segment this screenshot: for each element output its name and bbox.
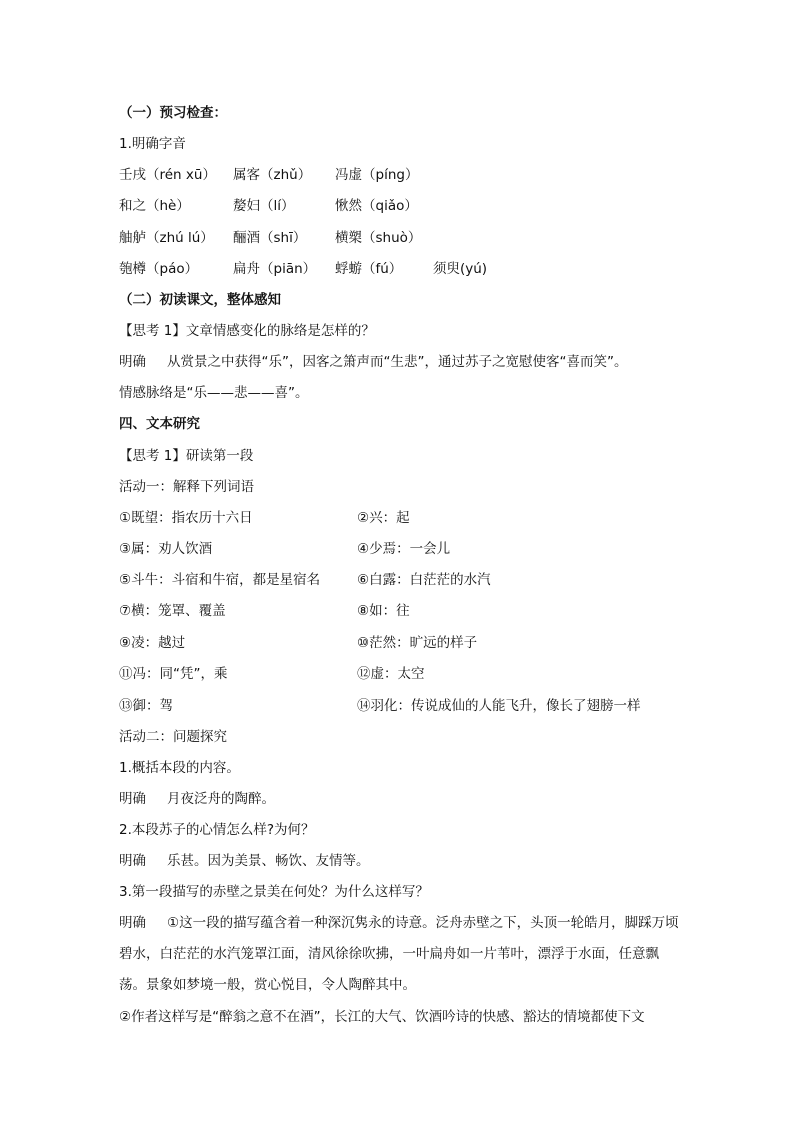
answer-text: 月夜泛舟的陶醉。 [167, 791, 275, 807]
think-answer [119, 352, 627, 372]
question: 1.概括本段的内容。 [119, 760, 240, 776]
word-definition: ⑧如：往 [357, 603, 410, 619]
word-definition: ⑤斗牛：斗宿和牛宿，都是星宿名 [119, 572, 321, 588]
word-definition: ⑥白露：白茫茫的水汽 [357, 572, 491, 588]
word-definition: ⑭羽化：传说成仙的人能飞升，像长了翅膀一样 [357, 698, 641, 714]
answer-label: 明确 [119, 853, 146, 869]
activity-title: 活动一：解释下列词语 [119, 479, 254, 495]
word-definition: ③属：劝人饮酒 [119, 541, 213, 557]
answer [119, 851, 370, 871]
think-question: 【思考 1】研读第一段 [119, 448, 254, 464]
pronunciation-row [119, 165, 433, 185]
pronunciation-entry: 扁舟（piān） [233, 261, 317, 277]
item-pronunciation-title: 1.明确字音 [119, 136, 186, 152]
word-definition: ⑪冯：同“凭”，乘 [119, 666, 228, 682]
question: 2.本段苏子的心情怎么样?为何？ [119, 822, 315, 838]
pronunciation-entry: 匏樽（páo） [119, 261, 199, 277]
pronunciation-entry: 愀然（qiǎo） [335, 198, 418, 214]
section-heading-first-reading: （二）初读课文，整体感知 [119, 292, 281, 308]
pronunciation-entry: 须臾(yú) [433, 261, 488, 277]
question: 3.第一段描写的赤壁之景美在何处？为什么这样写？ [119, 884, 429, 900]
pronunciation-entry: 蜉蝣（fú） [335, 261, 403, 277]
answer-text: 从赏景之中获得“乐”，因客之箫声而“生悲”，通过苏子之宽慰使客“喜而笑”。 [167, 354, 628, 370]
word-definition: ⑩茫然：旷远的样子 [357, 635, 478, 651]
answer-label: 明确 [119, 791, 146, 807]
word-definition: ①既望：指农历十六日 [119, 510, 253, 526]
pronunciation-entry: 壬戌（rén xū） [119, 167, 216, 183]
word-definition: ②兴：起 [357, 510, 410, 526]
pronunciation-entry: 属客（zhǔ） [233, 167, 312, 183]
answer-paragraph [119, 908, 679, 1001]
activity-title: 活动二：问题探究 [119, 729, 227, 745]
answer-label: 明确 [119, 354, 146, 370]
section-heading-text-study: 四、文本研究 [119, 416, 200, 432]
word-definition: ④少焉：一会儿 [357, 541, 451, 557]
pronunciation-entry: 和之（hè） [119, 198, 190, 214]
pronunciation-row [119, 228, 433, 248]
answer-label: 明确 [119, 915, 146, 931]
section-heading-preview-check: （一）预习检查： [119, 105, 227, 121]
pronunciation-entry: 舳舻（zhú lú） [119, 230, 214, 246]
answer-text: 乐甚。因为美景、畅饮、友情等。 [167, 853, 370, 869]
pronunciation-row [119, 196, 433, 216]
answer [119, 789, 275, 809]
answer-paragraph: ②作者这样写是“醉翁之意不在酒”，长江的大气、饮酒吟诗的快感、豁达的情境都使下文 [119, 1009, 645, 1025]
pronunciation-row [119, 259, 487, 279]
word-definition: ⑦横：笼罩、覆盖 [119, 603, 226, 619]
think-question: 【思考 1】文章情感变化的脉络是怎样的？ [119, 323, 375, 339]
word-definition: ⑨凌：越过 [119, 635, 186, 651]
pronunciation-entry: 冯虚（píng） [335, 167, 419, 183]
answer-text: ①这一段的描写蕴含着一种深沉隽永的诗意。泛舟赤壁之下，头顶一轮皓月，脚踩万顷碧水，白茫茫的水汽笼罩江面，清风徐徐吹拂，一叶扁舟如一片苇叶，漂浮于水面，任意飘荡。景象如梦境一般，赏心悦目，令人陶醉其中。 [119, 915, 679, 993]
word-definition: ⑫虚：太空 [357, 666, 425, 682]
pronunciation-entry: 酾酒（shī） [233, 230, 307, 246]
think-answer-continued: 情感脉络是“乐——悲——喜”。 [119, 385, 309, 401]
word-definition: ⑬御：驾 [119, 698, 173, 714]
pronunciation-entry: 横槊（shuò） [335, 230, 422, 246]
pronunciation-entry: 嫠妇（lí） [233, 198, 295, 214]
